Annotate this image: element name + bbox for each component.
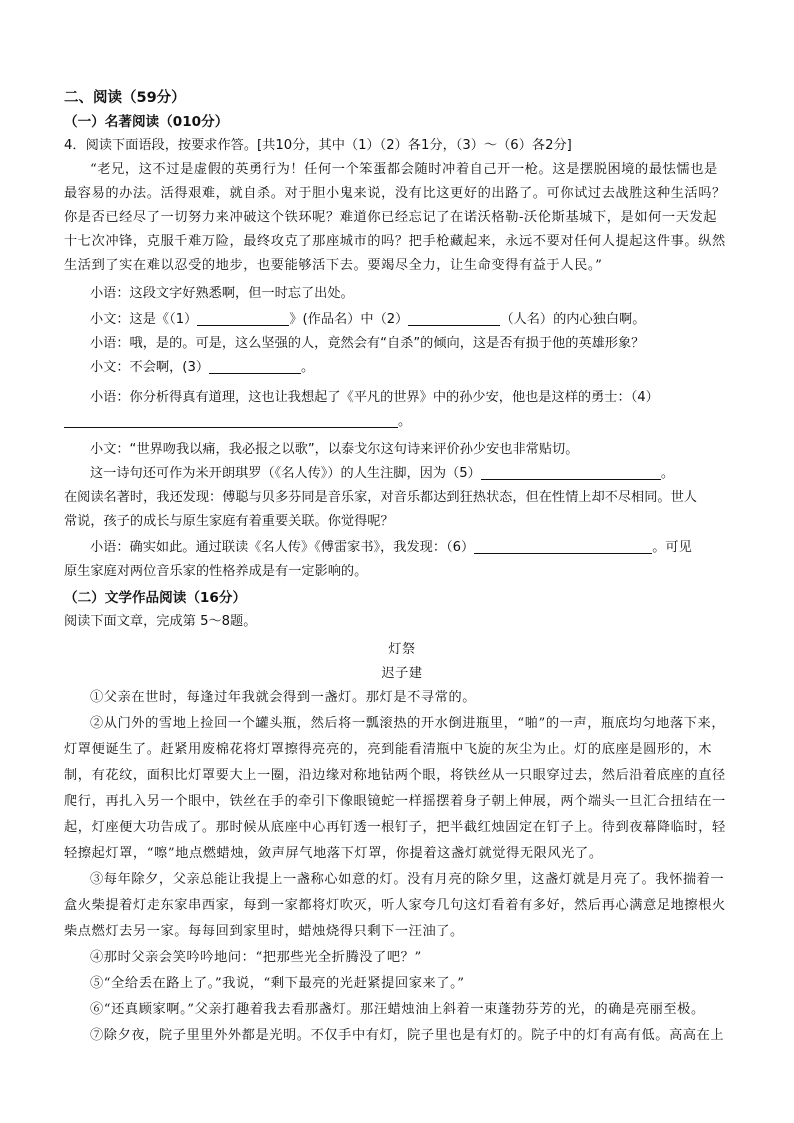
answer-blank-2[interactable]: [408, 311, 500, 326]
dialogue-text: 小语：确实如此。通过联读《名人传》《傅雷家书》，我发现：（6）: [90, 540, 475, 555]
dialogue-line: 小文：“世界吻我以痛，我必报之以歌”，以泰戈尔这句诗来评价孙少安也非常贴切。: [90, 442, 579, 457]
article-line: ②从门外的雪地上捡回一个罐头瓶，然后将一瓢滚热的开水倒进瓶里，“啪”的一声，瓶底均匀地落下来，: [90, 716, 726, 731]
article-line: 爬行，再扎入另一个眼中，铁丝在手的牵引下像眼镜蛇一样摇摆着身子朝上伸展，两个端头一旦汇合扭结在一: [64, 794, 726, 809]
article-title: 灯祭: [388, 642, 416, 657]
article-line: ⑤“全给丢在路上了。”我说，“剩下最亮的光赶紧提回家来了。”: [90, 976, 465, 991]
quote-line: 十七次冲锋，克服千难万险，最终攻克了那座城市的吗？把手枪藏起来，永远不要对任何人提起这件事。纵然: [64, 234, 726, 249]
dialogue-line: [64, 358, 740, 378]
article-line: 灯罩便诞生了。赶紧用废棉花将灯罩擦得亮亮的，亮到能看清瓶中飞旋的灰尘为止。灯的底座是圆形的，木: [64, 742, 713, 757]
answer-blank-6[interactable]: [474, 539, 652, 554]
article-line: 柴点燃灯去另一家。每每回到家里时，蜡烛烧得只剩下一汪油了。: [64, 924, 464, 939]
part2-title: （二）文学作品阅读（16分）: [64, 590, 247, 606]
dialogue-line: 常说，孩子的成长与原生家庭有着重要关联。你觉得呢？: [64, 514, 394, 529]
dialogue-text: 小文：不会啊，(3）: [90, 360, 210, 375]
dialogue-text: 。: [301, 360, 315, 375]
section-title: 二、阅读（59分）: [64, 90, 186, 106]
dialogue-text: 。: [660, 466, 675, 481]
answer-blank-1[interactable]: [197, 311, 289, 326]
article-line: 盒火柴提着灯走东家串西家，每到一家都将灯吹灭，听人家夸几句这灯看着有多好，然后再心满意足地擦根火: [64, 898, 726, 913]
dialogue-line: [64, 310, 740, 330]
part2-intro: 阅读下面文章，完成第 5～8题。: [64, 614, 257, 629]
dialogue-line: [64, 464, 740, 484]
dialogue-text: 》(作品名）中（2）: [289, 312, 409, 327]
answer-blank-5[interactable]: [481, 465, 661, 480]
article-line: 轻擦起灯罩，“嚓”地点燃蜡烛，敛声屏气地落下灯罩，你提着这盏灯就觉得无限风光了。: [64, 846, 603, 861]
article-line: 制，有花纹，面积比灯罩要大上一圈，沿边缘对称地钻两个眼，将铁丝从一只眼穿过去，然后沿着底座的直径: [64, 768, 726, 783]
dialogue-line: 小语：你分析得真有道理，这也让我想起了《平凡的世界》中的孙少安，他也是这样的勇士：（4）: [90, 390, 659, 405]
article-line: ①父亲在世时，每逢过年我就会得到一盏灯。那灯是不寻常的。: [90, 690, 477, 705]
dialogue-text: 。: [398, 414, 412, 429]
dialogue-text: 这一诗句还可作为米开朗琪罗（《名人传》）的人生注脚，因为（5）: [90, 466, 481, 481]
answer-blank-3[interactable]: [209, 359, 301, 374]
part1-title: （一）名著阅读（010分）: [64, 114, 229, 130]
article-line: ④那时父亲会笑吟吟地问：“把那些光全折腾没了吧？”: [90, 950, 422, 965]
article-line: ⑥“还真顾家啊。”父亲打趣着我去看那盏灯。那汪蜡烛油上斜着一束蓬勃芬芳的光，的确是亮丽至极。: [90, 1002, 705, 1017]
dialogue-line: [64, 412, 740, 432]
article-line: ③每年除夕，父亲总能让我提上一盏称心如意的灯。没有月亮的除夕里，这盏灯就是月亮了。我怀揣着一: [90, 872, 725, 887]
dialogue-line: 在阅读名著时，我还发现：傅聪与贝多芬同是音乐家，对音乐都达到狂热状态，但在性情上却不尽相同。世人: [64, 490, 697, 505]
dialogue-line: 小语：这段文字好熟悉啊，但一时忘了出处。: [90, 286, 354, 301]
dialogue-line: 原生家庭对两位音乐家的性格养成是有一定影响的。: [64, 564, 368, 579]
dialogue-line: [64, 538, 740, 558]
article-line: 起，灯座便大功告成了。那时候从底座中心再钉透一根钉子，把半截红烛固定在钉子上。待到夜幕降临时，轻: [64, 820, 726, 835]
dialogue-text: 小文：这是《（1）: [90, 312, 198, 327]
article-author: 迟子建: [381, 666, 423, 681]
dialogue-text: （人名）的内心独白啊。: [500, 312, 646, 327]
quote-line: 最容易的办法。活得艰难，就自杀。对于胆小鬼来说，没有比这更好的出路了。可你试过去战胜这种生活吗？: [64, 186, 726, 201]
dialogue-line: 小语：哦，是的。可是，这么坚强的人，竟然会有“自杀”的倾向，这是否有损于他的英雄形象？: [90, 336, 645, 351]
q4-intro: 4．阅读下面语段，按要求作答。[共10分，其中（1）（2）各1分，（3）～（6）各2分]: [64, 138, 572, 153]
quote-line: 你是否已经尽了一切努力来冲破这个铁环呢？难道你已经忘记了在诺沃格勒-沃伦斯基城下，是如何一天发起: [64, 210, 718, 225]
article-line: ⑦除夕夜，院子里里外外都是光明。不仅手中有灯，院子里也是有灯的。院子中的灯有高有低。高高在上: [90, 1028, 725, 1043]
dialogue-text: 。可见: [652, 540, 692, 555]
answer-blank-4[interactable]: [64, 413, 398, 428]
quote-line: 生活到了实在难以忍受的地步，也要能够活下去。要竭尽全力，让生命变得有益于人民。”: [64, 258, 603, 273]
quote-line: “老兄，这不过是虚假的英勇行为！任何一个笨蛋都会随时冲着自己开一枪。这是摆脱困境的最怯懦也是: [90, 162, 718, 177]
